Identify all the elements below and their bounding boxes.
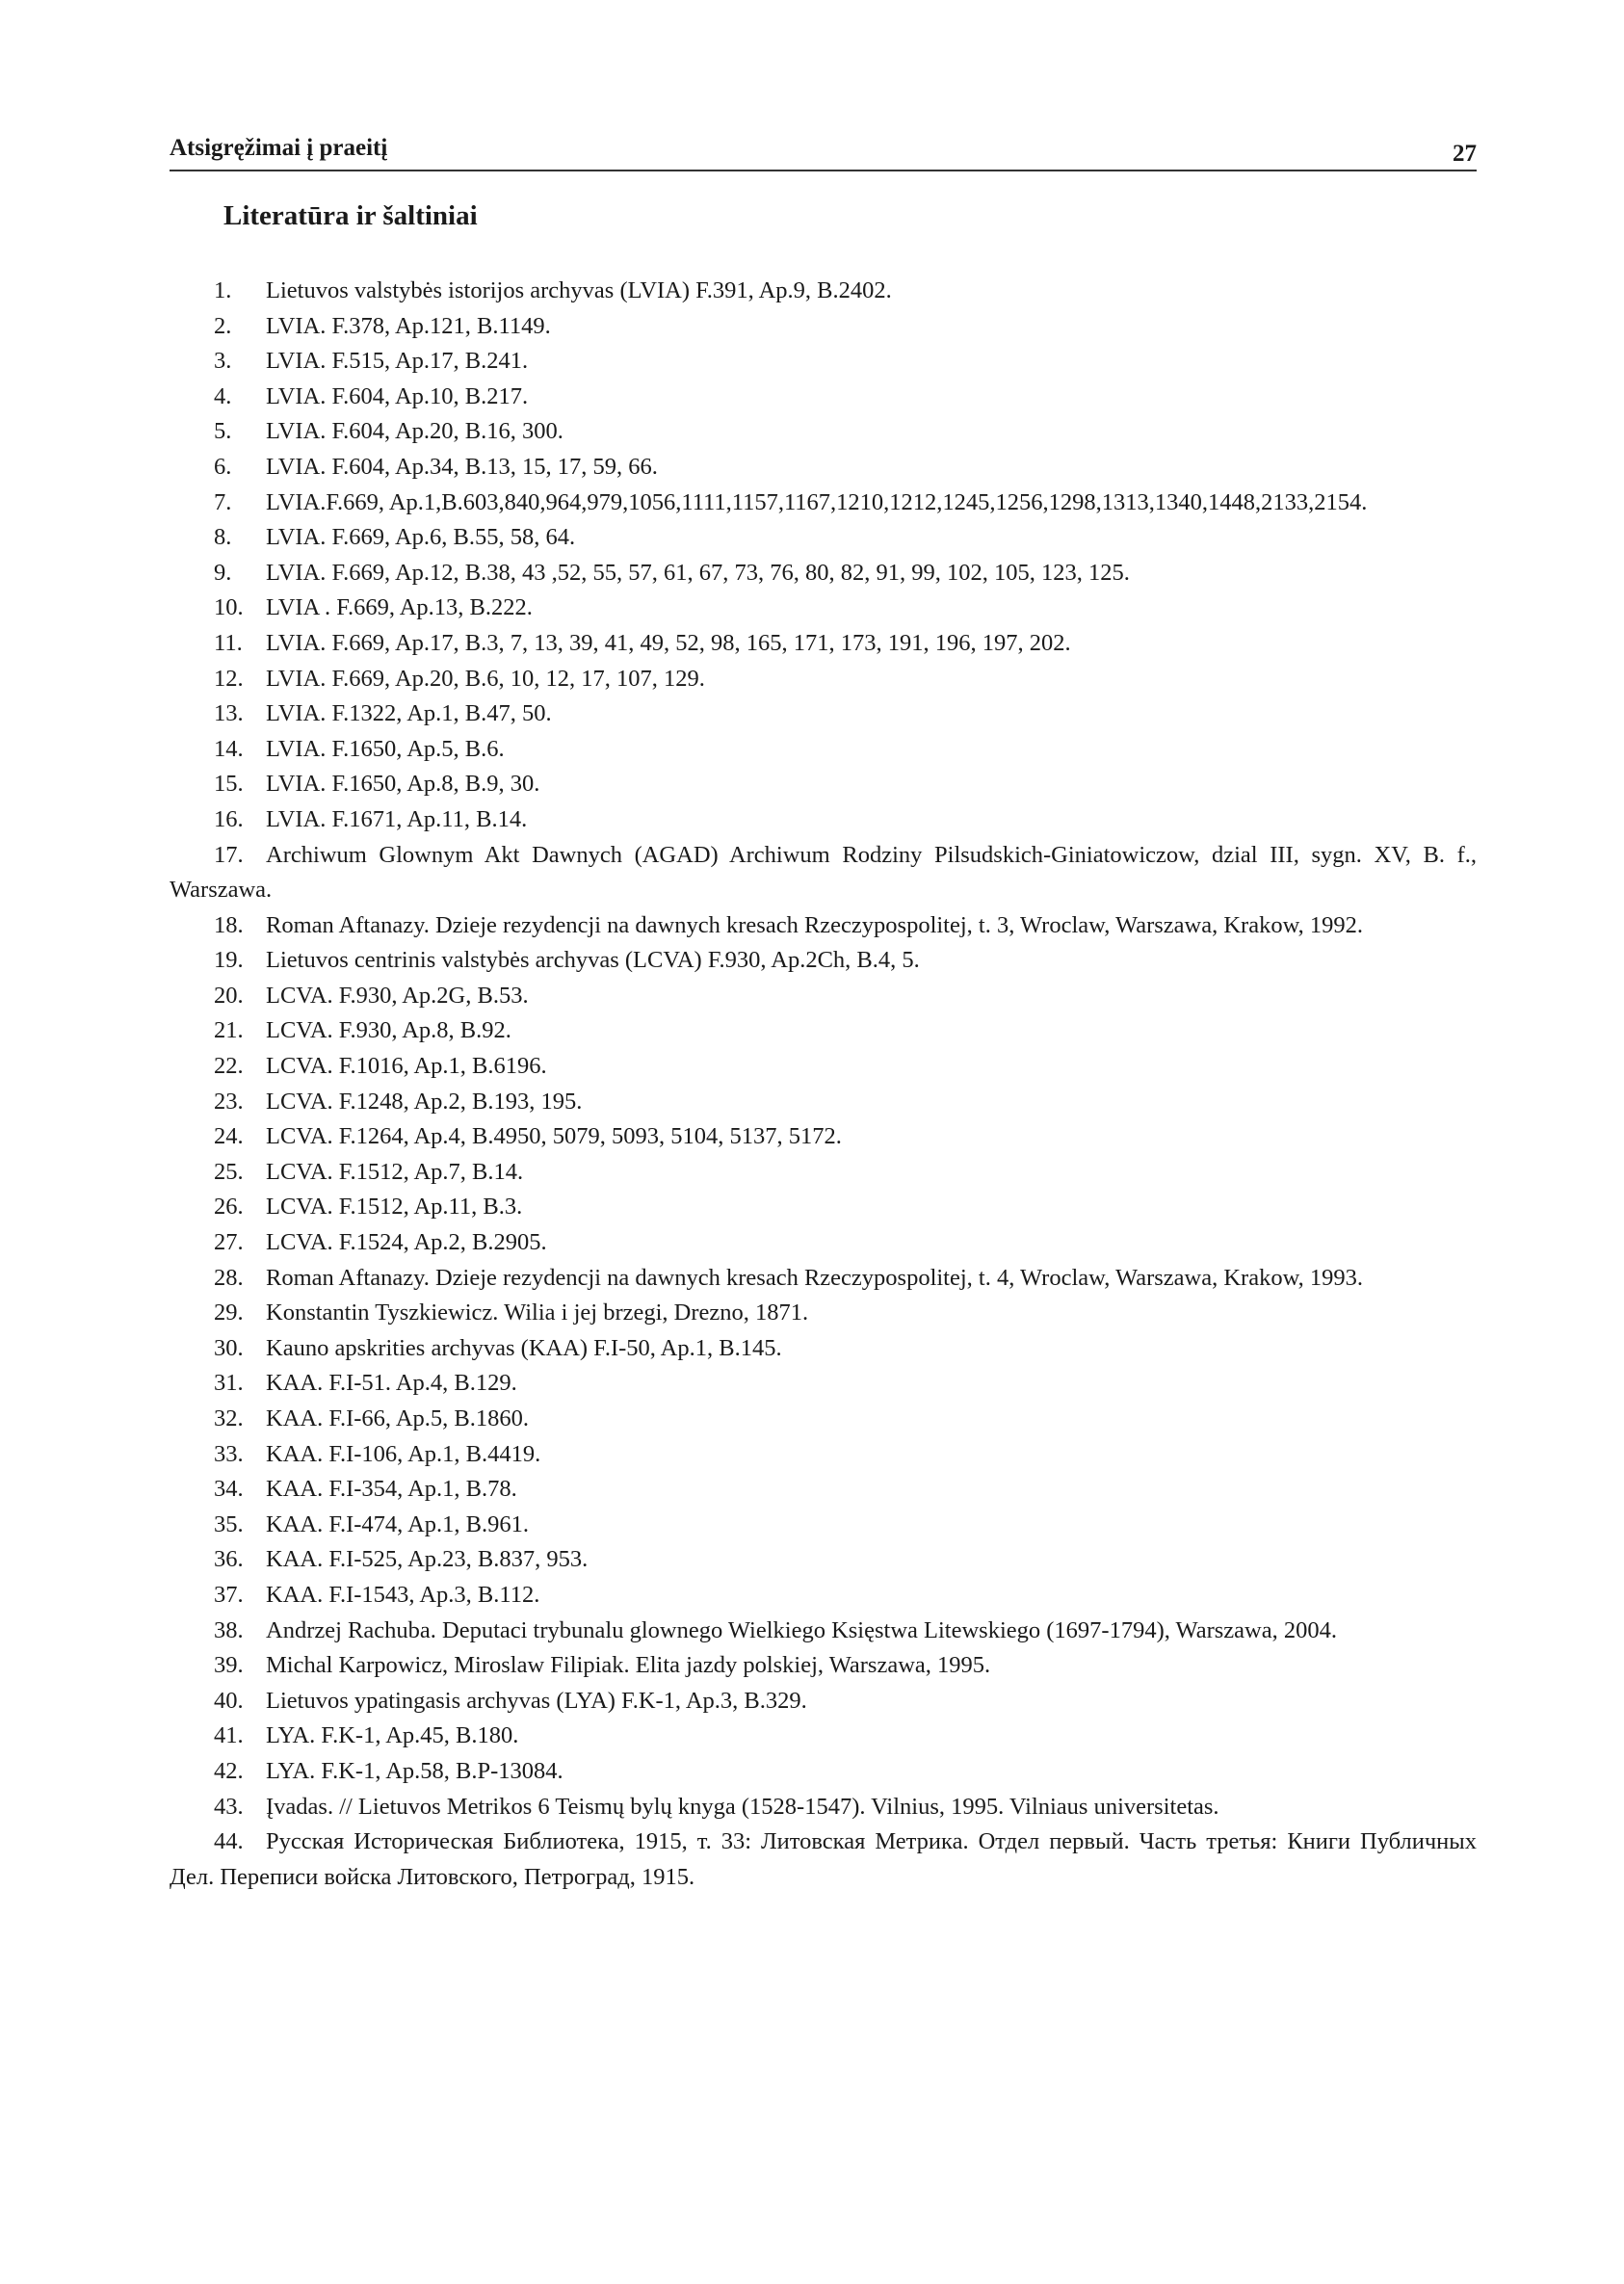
reference-item (170, 1719, 1477, 1754)
reference-text: LCVA. F.1248, Ap.2, B.193, 195. (266, 1088, 583, 1115)
reference-item (170, 1648, 1477, 1684)
reference-item (170, 1684, 1477, 1720)
reference-item (170, 1366, 1477, 1402)
reference-item (170, 1331, 1477, 1367)
reference-number: 33. (214, 1440, 244, 1467)
reference-text: LCVA. F.1524, Ap.2, B.2905. (266, 1229, 547, 1256)
reference-number: 18. (214, 911, 244, 938)
reference-text: Andrzej Rachuba. Deputaci trybunalu glownego Wielkiego Księstwa Litewskiego (1697-1794), Warszawa, 2004. (266, 1616, 1337, 1643)
reference-number: 19. (214, 947, 244, 974)
reference-text: LVIA. F.515, Ap.17, B.241. (266, 348, 529, 375)
reference-item (170, 1402, 1477, 1437)
reference-number: 1. (214, 277, 232, 303)
reference-item (170, 767, 1477, 802)
reference-text: KAA. F.I-51. Ap.4, B.129. (266, 1370, 517, 1397)
reference-text: KAA. F.I-1543, Ap.3, B.112. (266, 1581, 540, 1608)
reference-number: 42. (214, 1757, 244, 1784)
reference-text: LVIA. F.378, Ap.121, B.1149. (266, 312, 551, 339)
reference-number: 20. (214, 982, 244, 1009)
reference-text: LYA. F.K-1, Ap.58, B.P-13084. (266, 1757, 563, 1784)
reference-text: LVIA. F.604, Ap.10, B.217. (266, 382, 529, 409)
reference-number: 3. (214, 348, 232, 375)
reference-number: 40. (214, 1687, 244, 1714)
reference-item (170, 1614, 1477, 1649)
reference-number: 16. (214, 805, 244, 832)
reference-item (170, 344, 1477, 380)
reference-number: 8. (214, 524, 232, 551)
page-number: 27 (1453, 141, 1477, 167)
reference-item (170, 979, 1477, 1014)
reference-item (170, 1155, 1477, 1191)
reference-item (170, 1437, 1477, 1473)
reference-text: Lietuvos valstybės istorijos archyvas (LVIA) F.391, Ap.9, B.2402. (266, 277, 892, 303)
reference-item (170, 732, 1477, 768)
reference-item (170, 908, 1477, 944)
reference-item (170, 556, 1477, 591)
reference-text: LVIA. F.669, Ap.6, B.55, 58, 64. (266, 524, 576, 551)
reference-number: 17. (214, 841, 244, 868)
reference-item (170, 1542, 1477, 1578)
reference-text: LCVA. F.1512, Ap.7, B.14. (266, 1158, 524, 1185)
reference-number: 39. (214, 1652, 244, 1679)
reference-text: Konstantin Tyszkiewicz. Wilia i jej brzegi, Drezno, 1871. (266, 1300, 809, 1326)
reference-item (170, 1085, 1477, 1120)
reference-item (170, 309, 1477, 345)
reference-item (170, 1578, 1477, 1614)
section-title: Literatūra ir šaltiniai (223, 200, 478, 231)
reference-number: 6. (214, 453, 232, 480)
reference-item (170, 662, 1477, 697)
reference-text: LVIA. F.1671, Ap.11, B.14. (266, 805, 528, 832)
reference-number: 10. (214, 594, 244, 621)
reference-item (170, 1472, 1477, 1508)
reference-number: 43. (214, 1793, 244, 1820)
reference-text: LVIA. F.1322, Ap.1, B.47, 50. (266, 700, 552, 727)
reference-text: KAA. F.I-525, Ap.23, B.837, 953. (266, 1546, 589, 1573)
reference-item (170, 1508, 1477, 1543)
reference-text: Michal Karpowicz, Miroslaw Filipiak. Elita jazdy polskiej, Warszawa, 1995. (266, 1652, 991, 1679)
reference-number: 11. (214, 629, 243, 656)
reference-text: LVIA. F.1650, Ap.8, B.9, 30. (266, 771, 540, 798)
reference-number: 26. (214, 1194, 244, 1221)
reference-number: 28. (214, 1264, 244, 1291)
reference-number: 35. (214, 1510, 244, 1537)
running-header (170, 127, 1477, 171)
reference-number: 34. (214, 1476, 244, 1503)
reference-text: LCVA. F.1016, Ap.1, B.6196. (266, 1053, 547, 1080)
reference-number: 9. (214, 559, 232, 586)
reference-number: 12. (214, 665, 244, 692)
reference-item (170, 486, 1477, 521)
reference-text: Roman Aftanazy. Dzieje rezydencji na dawnych kresach Rzeczypospolitej, t. 3, Wroclaw, Warszawa, Krakow, 1992. (266, 911, 1364, 938)
reference-text: Kauno apskrities archyvas (KAA) F.I-50, Ap.1, B.145. (266, 1334, 782, 1361)
reference-number: 7. (214, 488, 232, 515)
reference-number: 22. (214, 1053, 244, 1080)
reference-number: 31. (214, 1370, 244, 1397)
reference-text: LVIA. F.604, Ap.20, B.16, 300. (266, 418, 563, 445)
reference-number: 23. (214, 1088, 244, 1115)
reference-text: LVIA. F.669, Ap.20, B.6, 10, 12, 17, 107, 129. (266, 665, 705, 692)
reference-item (170, 1261, 1477, 1297)
reference-text: Archiwum Glownym Akt Dawnych (AGAD) Archiwum Rodziny Pilsudskich-Giniatowiczow, dzial III, sygn. XV, B. f., Warszawa. (170, 841, 1477, 904)
reference-text: Įvadas. // Lietuvos Metrikos 6 Teismų bylų knyga (1528-1547). Vilnius, 1995. Vilniaus universitetas. (266, 1793, 1219, 1820)
reference-number: 5. (214, 418, 232, 445)
reference-item (170, 943, 1477, 979)
reference-number: 21. (214, 1017, 244, 1044)
reference-text: KAA. F.I-354, Ap.1, B.78. (266, 1476, 517, 1503)
reference-number: 13. (214, 700, 244, 727)
reference-number: 2. (214, 312, 232, 339)
reference-number: 30. (214, 1334, 244, 1361)
reference-number: 15. (214, 771, 244, 798)
reference-text: Roman Aftanazy. Dzieje rezydencji na dawnych kresach Rzeczypospolitej, t. 4, Wroclaw, Warszawa, Krakow, 1993. (266, 1264, 1364, 1291)
reference-item (170, 1790, 1477, 1825)
reference-number: 36. (214, 1546, 244, 1573)
reference-text: KAA. F.I-106, Ap.1, B.4419. (266, 1440, 541, 1467)
reference-item (170, 1013, 1477, 1049)
reference-item (170, 380, 1477, 415)
reference-item (170, 1225, 1477, 1261)
reference-item (170, 520, 1477, 556)
reference-number: 37. (214, 1581, 244, 1608)
reference-text: LVIA. F.669, Ap.17, B.3, 7, 13, 39, 41, 49, 52, 98, 165, 171, 173, 191, 196, 197, 202. (266, 629, 1071, 656)
reference-text: LVIA.F.669, Ap.1,B.603,840,964,979,1056,1111,1157,1167,1210,1212,1245,1256,1298,1313,1340,1448,2133,2154. (266, 488, 1368, 515)
reference-text: KAA. F.I-66, Ap.5, B.1860. (266, 1405, 529, 1431)
reference-list (170, 274, 1477, 1895)
reference-item (170, 1296, 1477, 1331)
reference-text: LVIA. F.669, Ap.12, B.38, 43 ,52, 55, 57, 61, 67, 73, 76, 80, 82, 91, 99, 102, 105, 123, 125. (266, 559, 1130, 586)
reference-item (170, 1190, 1477, 1225)
running-title: Atsigręžimai į praeitį (170, 135, 388, 161)
reference-text: LVIA . F.669, Ap.13, B.222. (266, 594, 533, 621)
reference-number: 27. (214, 1229, 244, 1256)
reference-item (170, 802, 1477, 838)
reference-item (170, 1754, 1477, 1790)
reference-text: KAA. F.I-474, Ap.1, B.961. (266, 1510, 529, 1537)
reference-text: Lietuvos centrinis valstybės archyvas (LCVA) F.930, Ap.2Ch, B.4, 5. (266, 947, 920, 974)
reference-number: 32. (214, 1405, 244, 1431)
reference-number: 29. (214, 1300, 244, 1326)
reference-number: 24. (214, 1123, 244, 1150)
reference-item (170, 274, 1477, 309)
reference-number: 25. (214, 1158, 244, 1185)
reference-text: LCVA. F.1512, Ap.11, B.3. (266, 1194, 523, 1221)
reference-text: Lietuvos ypatingasis archyvas (LYA) F.K-1, Ap.3, B.329. (266, 1687, 807, 1714)
reference-item (170, 1049, 1477, 1085)
reference-number: 41. (214, 1722, 244, 1749)
reference-item (170, 1825, 1477, 1895)
reference-number: 38. (214, 1616, 244, 1643)
reference-item (170, 696, 1477, 732)
reference-text: LCVA. F.930, Ap.8, B.92. (266, 1017, 511, 1044)
reference-number: 44. (214, 1828, 244, 1855)
reference-text: LCVA. F.930, Ap.2G, B.53. (266, 982, 529, 1009)
reference-text: Русская Историческая Библиотека, 1915, т. 33: Литовская Метрика. Отдел первый. Часть третья: Книги Публичных Дел. Переписи войска Литовского, Петроград, 1915. (170, 1828, 1477, 1890)
reference-text: LCVA. F.1264, Ap.4, B.4950, 5079, 5093, 5104, 5137, 5172. (266, 1123, 842, 1150)
reference-number: 4. (214, 382, 232, 409)
reference-text: LVIA. F.1650, Ap.5, B.6. (266, 735, 505, 762)
reference-item (170, 591, 1477, 626)
reference-item (170, 626, 1477, 662)
reference-item (170, 1119, 1477, 1155)
reference-item (170, 450, 1477, 486)
reference-item (170, 838, 1477, 908)
reference-item (170, 414, 1477, 450)
reference-text: LVIA. F.604, Ap.34, B.13, 15, 17, 59, 66. (266, 453, 658, 480)
reference-number: 14. (214, 735, 244, 762)
reference-text: LYA. F.K-1, Ap.45, B.180. (266, 1722, 519, 1749)
